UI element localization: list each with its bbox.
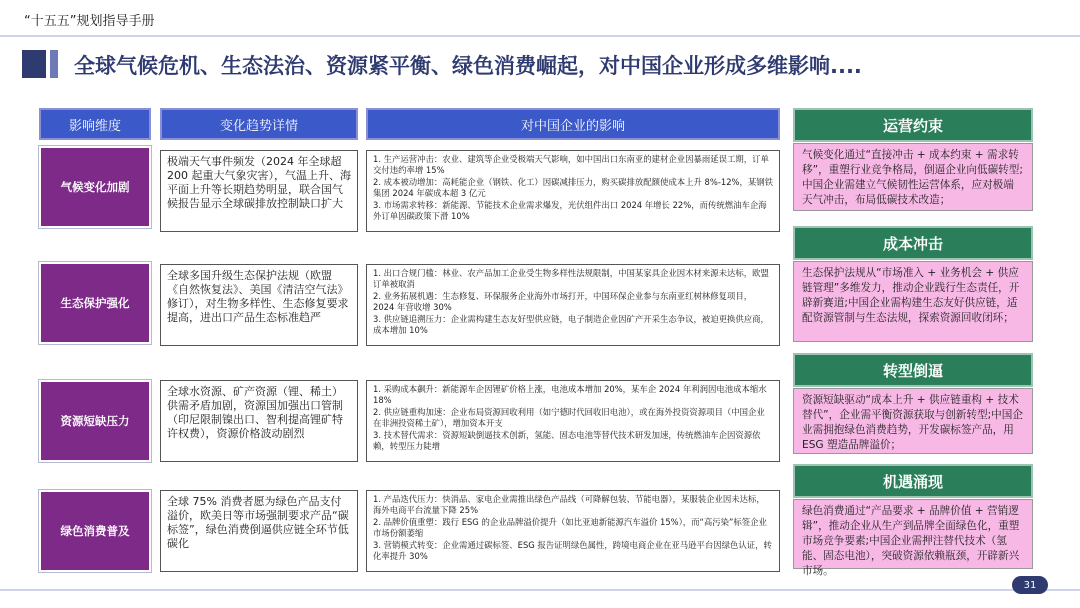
column-header-dimension: 影响维度 [39,108,151,140]
impact-item: 1. 产品迭代压力：快消品、家电企业需推出绿色产品线（可降解包装、节能电器），某服装企业因未达标，海外电商平台流量下降 25% [373,494,765,516]
panel-title: 运营约束 [793,108,1033,142]
impact-item: 2. 供应链重构加速：企业布局资源回收利用（如宁德时代回收旧电池），或在海外投资资源项目（中国企业在非洲投资稀土矿），增加资本开支 [373,406,765,429]
panel-body: 气候变化通过“直接冲击 + 成本约束 + 需求转移”，重塑行业竞争格局，倒逼企业向低碳转型;中国企业需建立气候韧性运营体系，应对极端天气冲击，布局低碳技术改造； [793,143,1033,211]
trend-cell: 全球水资源、矿产资源（锂、稀土）供需矛盾加剧，资源国加强出口管制（印尼限制镍出口、智利提高锂矿特许权费），资源价格波动剧烈 [160,380,358,462]
title-accent-bar [50,50,58,78]
column-header-trend: 变化趋势详情 [160,108,358,140]
panel-title: 转型倒逼 [793,353,1033,387]
impact-cell [366,380,780,462]
impact-item: 2. 成本被动增加：高耗能企业（钢铁、化工）因碳减排压力，购买碳排放配额使成本上升 8%-12%，某钢铁集团 2024 年碳成本超 3 亿元 [373,176,773,199]
trend-cell: 极端天气事件频发（2024 年全球超 200 起重大气象灾害），气温上升、海平面上升等长期趋势明显，联合国气候报告显示全球碳排放控制缺口扩大 [160,150,358,232]
impact-cell [366,490,780,572]
column-header-impact: 对中国企业的影响 [366,108,780,140]
page-number: 31 [1012,576,1048,594]
panel-body: 生态保护法规从“市场准入 + 业务机会 + 供应链管理”多维发力，推动企业践行生态责任，开辟新赛道;中国企业需构建生态友好供应链，适配资源管制与生态法规，探索资源回收闭环； [793,261,1033,342]
header-divider [0,35,1080,37]
impact-item: 1. 采购成本飙升：新能源车企因锂矿价格上涨，电池成本增加 20%，某车企 2024 年利润因电池成本缩水 18% [373,384,767,406]
impact-item: 3. 技术替代需求：资源短缺倒逼技术创新，氢能、固态电池等替代技术研发加速，传统燃油车企因资源依赖，转型压力陡增 [373,429,761,452]
handbook-label: “十五五”规划指导手册 [24,14,155,29]
impact-item: 1. 生产运营冲击：农业、建筑等企业受极端天气影响，如中国出口东南亚的建材企业因暴雨延误工期，订单交付违约率增 15% [373,154,769,176]
footer-divider [0,589,1080,591]
impact-item: 3. 供应链追溯压力：企业需构建生态友好型供应链，电子制造企业因矿产开采生态争议，被迫更换供应商，成本增加 10% [373,313,769,336]
panel-body: 绿色消费通过“产品要求 + 品牌价值 + 营销逻辑”，推动企业从生产到品牌全面绿色化，重塑市场竞争要素;中国企业需押注替代技术（氢能、固态电池），突破资源依赖瓶颈，开辟新兴市场。 [793,499,1033,569]
panel-title: 机遇涌现 [793,464,1033,498]
impact-item: 2. 业务拓展机遇：生态修复、环保服务企业海外市场打开，中国环保企业参与东南亚红树林修复项目，2024 年营收增 30% [373,290,753,313]
trend-cell: 全球多国升级生态保护法规（欧盟《自然恢复法》、美国《清洁空气法》修订），对生物多样性、生态修复要求提高，进出口产品生态标准趋严 [160,264,358,346]
title-accent-block [22,50,46,78]
dimension-cell: 绿色消费普及 [39,490,151,572]
panel-title: 成本冲击 [793,226,1033,260]
impact-cell [366,264,780,346]
dimension-cell: 生态保护强化 [39,262,151,344]
panel-body: 资源短缺驱动“成本上升 + 供应链重构 + 技术替代”，企业需平衡资源获取与创新转型;中国企业需拥抱绿色消费趋势，开发碳标签产品，用 ESG 塑造品牌溢价； [793,388,1033,454]
impact-item: 3. 营销模式转变：企业需通过碳标签、ESG 报告证明绿色属性，跨境电商企业在亚马逊平台因绿色认证，转化率提升 30% [373,539,772,562]
impact-item: 1. 出口合规门槛：林业、农产品加工企业受生物多样性法规限制，中国某家具企业因木材来源未达标，欧盟订单被取消 [373,268,769,290]
dimension-cell: 资源短缺压力 [39,380,151,462]
dimension-cell: 气候变化加剧 [39,146,151,228]
page-title: 全球气候危机、生态法治、资源紧平衡、绿色消费崛起，对中国企业形成多维影响.... [74,54,862,78]
impact-item: 3. 市场需求转移：新能源、节能技术企业需求爆发，光伏组件出口 2024 年增长 22%，而传统燃油车企海外订单因碳政策下滑 10% [373,199,767,222]
impact-item: 2. 品牌价值重塑：践行 ESG 的企业品牌溢价提升（如比亚迪新能源汽车溢价 15%），而“高污染”标签企业市场份额萎缩 [373,516,767,539]
trend-cell: 全球 75% 消费者愿为绿色产品支付溢价，欧美日等市场强制要求产品“碳标签”，绿色消费倒逼供应链全环节低碳化 [160,490,358,572]
impact-cell [366,150,780,232]
